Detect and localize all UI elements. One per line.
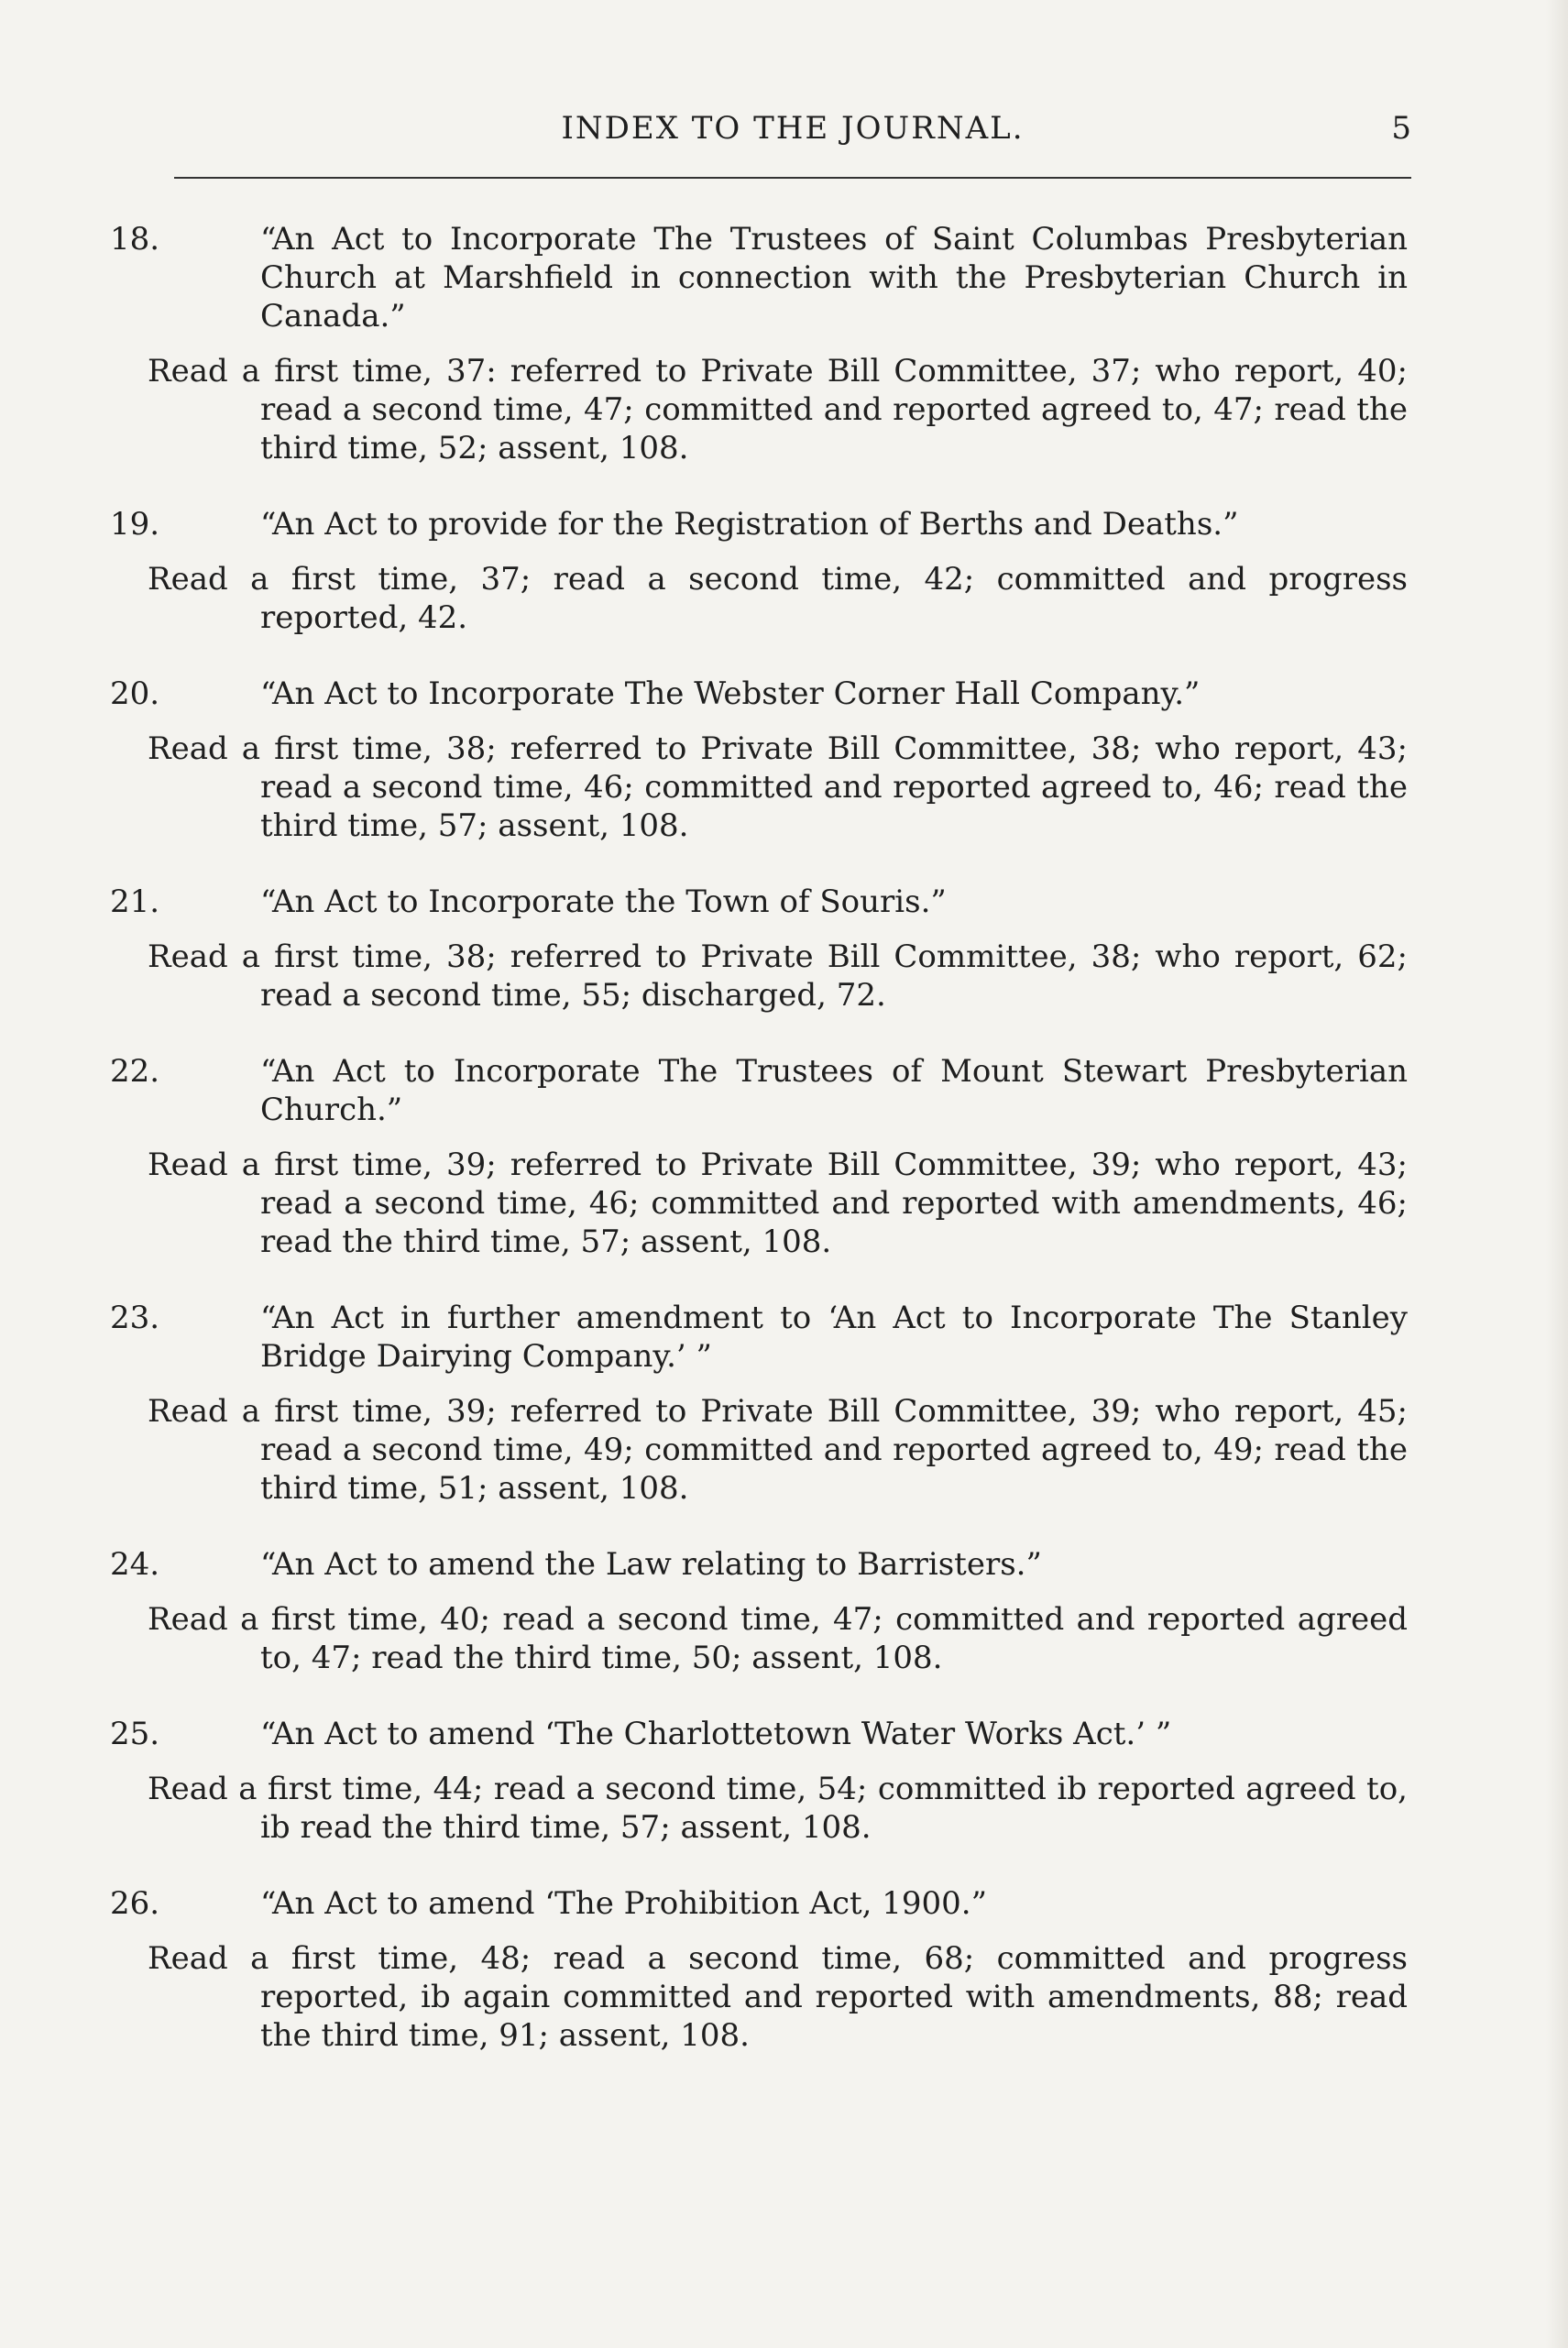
bill-title-text: “An Act to provide for the Registration of Berths and Deaths.” [260, 506, 1239, 543]
bill-proceedings: Read a first time, 40; read a second time, 47; committed and reported agreed to, 47; read the third time, 50; assent, 108. [148, 1601, 1408, 1676]
bill-proceedings: Read a first time, 38; referred to Private Bill Committee, 38; who report, 43; read a second time, 46; committed and reported agreed to, 46; read the third time, 57; assent, 108. [148, 730, 1408, 844]
bill-number: 25. [110, 1716, 160, 1752]
bill-number: 22. [110, 1053, 160, 1090]
page-edge-shadow [1546, 0, 1568, 2348]
bill-proceedings: Read a first time, 48; read a second time, 68; committed and progress reported, ib again committed and reported with amendments, 88; read the third time, 91; assent, 108. [148, 1940, 1408, 2054]
bill-title [0, 220, 1408, 335]
bill-title [0, 883, 1408, 921]
bill-title [0, 1545, 1408, 1584]
bill-entry-24 [0, 1545, 1568, 1677]
bill-entry-25 [0, 1715, 1568, 1847]
bill-entry-26 [0, 1884, 1568, 2055]
bill-entry-18 [0, 220, 1568, 467]
bill-title [0, 505, 1408, 543]
bill-proceedings: Read a first time, 37; read a second time, 42; committed and progress reported, 42. [148, 561, 1408, 636]
bill-entry-22 [0, 1052, 1568, 1261]
bill-title [0, 1715, 1408, 1753]
bill-title-text: “An Act to Incorporate The Trustees of Mount Stewart Presbyterian Church.” [260, 1053, 1408, 1128]
bill-number: 23. [110, 1300, 160, 1336]
bill-number: 19. [110, 506, 160, 543]
bill-title [0, 1299, 1408, 1376]
bill-title [0, 1052, 1408, 1129]
bill-title [0, 1884, 1408, 1923]
bill-proceedings: Read a first time, 39; referred to Private Bill Committee, 39; who report, 43; read a second time, 46; committed and reported with amendments, 46; read the third time, 57; assent, 108. [148, 1147, 1408, 1260]
bill-entry-23 [0, 1299, 1568, 1508]
bill-number: 21. [110, 883, 160, 920]
bill-title [0, 675, 1408, 713]
bill-title-text: “An Act to amend ‘The Prohibition Act, 1900.” [260, 1885, 987, 1922]
bill-proceedings: Read a first time, 38; referred to Private Bill Committee, 38; who report, 62; read a second time, 55; discharged, 72. [148, 938, 1408, 1014]
bill-title-text: “An Act to amend the Law relating to Barristers.” [260, 1546, 1042, 1583]
page-header [174, 110, 1411, 156]
bill-proceedings: Read a first time, 37: referred to Private Bill Committee, 37; who report, 40; read a second time, 47; committed and reported agreed to, 47; read the third time, 52; assent, 108. [148, 353, 1408, 466]
bill-title-text: “An Act in further amendment to ‘An Act to Incorporate The Stanley Bridge Dairying Company.’ ” [260, 1300, 1408, 1375]
bill-proceedings: Read a first time, 39; referred to Private Bill Committee, 39; who report, 45; read a second time, 49; committed and reported agreed to, 49; read the third time, 51; assent, 108. [148, 1393, 1408, 1507]
page-number: 5 [1391, 110, 1411, 147]
bill-proceedings: Read a first time, 44; read a second time, 54; committed ib reported agreed to, ib read the third time, 57; assent, 108. [148, 1771, 1408, 1846]
bill-number: 20. [110, 675, 160, 712]
bill-number: 24. [110, 1546, 160, 1583]
bill-entry-20 [0, 675, 1568, 845]
bill-index-list [0, 220, 1568, 2092]
bill-number: 18. [110, 221, 160, 258]
bill-title-text: “An Act to Incorporate The Trustees of Saint Columbas Presbyterian Church at Marshfield in connection with the Presbyterian Church in Canada.” [260, 221, 1408, 335]
bill-title-text: “An Act to Incorporate the Town of Souris.” [260, 883, 947, 920]
bill-entry-21 [0, 883, 1568, 1015]
running-title: INDEX TO THE JOURNAL. [561, 110, 1025, 147]
bill-entry-19 [0, 505, 1568, 637]
header-rule [174, 177, 1411, 179]
bill-number: 26. [110, 1885, 160, 1922]
bill-title-text: “An Act to Incorporate The Webster Corner Hall Company.” [260, 675, 1201, 712]
bill-title-text: “An Act to amend ‘The Charlottetown Water Works Act.’ ” [260, 1716, 1172, 1752]
